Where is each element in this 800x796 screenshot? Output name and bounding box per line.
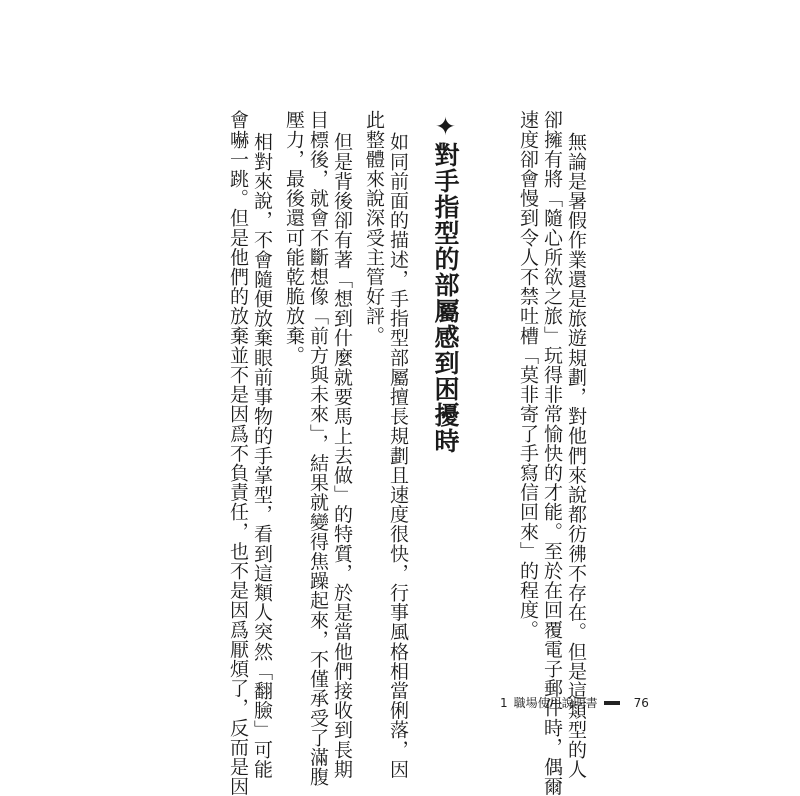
footer-bar-divider xyxy=(604,701,620,705)
body-line: 壓力，最後還可能乾脆放棄。 xyxy=(283,110,305,365)
chapter-number: 1 xyxy=(500,695,508,710)
body-line: 目標後，就會不斷想像「前方與未來」，結果就變得焦躁起來，不僅承受了滿腹 xyxy=(307,110,329,787)
body-line: 會嚇一跳。但是他們的放棄並不是因爲不負責任，也不是因爲厭煩了，反而是因 xyxy=(227,110,249,796)
body-line: 相對來說，不會隨便放棄眼前事物的手掌型，看到這類人突然「翻臉」可能 xyxy=(251,132,273,779)
body-line: 但是背後卻有著「想到什麼就要馬上去做」的特質，於是當他們接收到長期 xyxy=(331,132,353,779)
section-heading: ✦對手指型的部屬感到困擾時 xyxy=(431,112,460,454)
body-line: 卻擁有將「隨心所欲之旅」玩得非常愉快的才能。至於在回覆電子郵件時，偶爾 xyxy=(541,110,563,796)
body-line: 速度卻會慢到令人不禁吐槽「莫非寄了手寫信回來」的程度。 xyxy=(517,110,539,640)
page-number: 76 xyxy=(633,695,649,710)
chapter-title: 職場使用說明書 xyxy=(513,696,598,710)
body-line: 此整體來說深受主管好評。 xyxy=(363,110,385,346)
body-line: 如同前面的描述，手指型部屬擅長規劃且速度很快，行事風格相當俐落，因 xyxy=(387,132,409,779)
body-line: 無論是暑假作業還是旅遊規劃，對他們來說都彷彿不存在。但是這類型的人 xyxy=(565,132,587,779)
page-footer xyxy=(500,694,649,711)
